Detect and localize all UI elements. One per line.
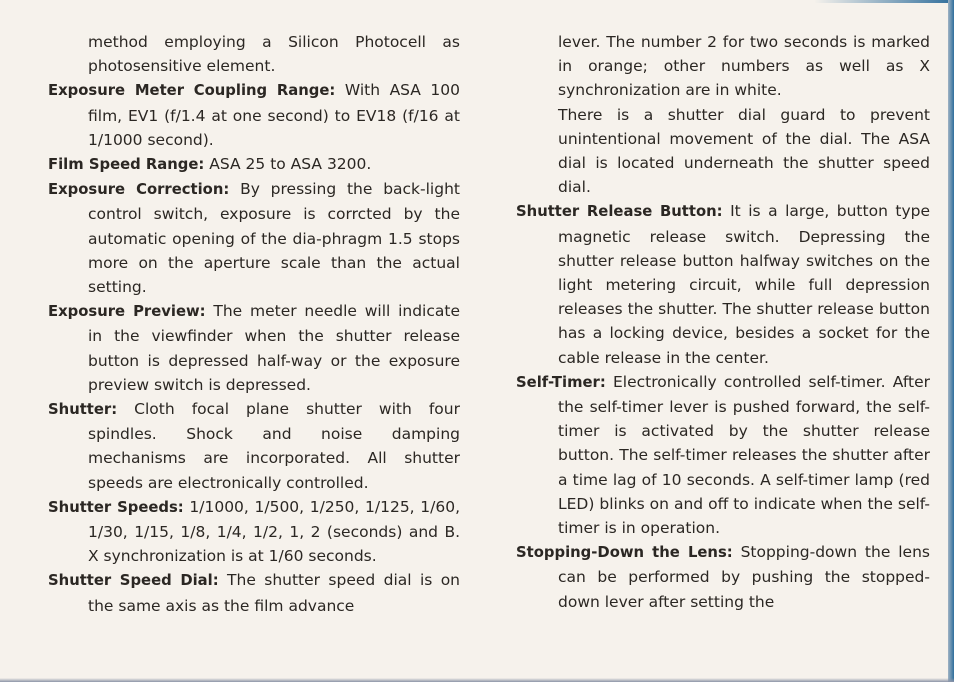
spec-exposure-meter-coupling-range xyxy=(48,78,460,152)
spec-label: Exposure Correction: xyxy=(48,181,230,199)
spec-label: Stopping-Down the Lens: xyxy=(516,544,733,562)
right-column xyxy=(516,30,930,614)
spec-shutter-release-button xyxy=(516,199,930,369)
intro-paragraph: method employing a Silicon Photocell as photosensitive element. xyxy=(88,33,460,76)
spec-film-speed-range xyxy=(48,152,460,177)
continuation-paragraph: lever. The number 2 for two seconds is marked in orange; other numbers as well as X synchronization are in white. xyxy=(558,33,930,100)
spec-text: 1/1000, 1/500, 1/250, 1/125, 1/60, 1/30, 1/15, 1/8, 1/4, 1/2, 1, 2 (seconds) and B. X synchronization is at 1/60 seconds. xyxy=(88,497,460,566)
spec-label: Exposure Meter Coupling Range: xyxy=(48,82,336,100)
spec-exposure-preview xyxy=(48,299,460,397)
spec-self-timer xyxy=(516,370,930,540)
spec-text: ASA 25 to ASA 3200. xyxy=(209,155,372,174)
continuation-paragraph: There is a shutter dial guard to prevent unintentional movement of the dial. The ASA dial is located underneath the shutter speed dial. xyxy=(558,105,930,197)
spec-text: Cloth focal plane shutter with four spindles. Shock and noise damping mechanisms are incorporated. All shutter speeds are electronically controlled. xyxy=(88,400,460,492)
spec-shutter xyxy=(48,397,460,495)
spec-text: It is a large, button type magnetic release switch. Depressing the shutter release button halfway switches on the light metering circuit, while full depression releases the shutter. The shutter release button has a locking device, besides a socket for the cable release in the center. xyxy=(558,202,931,367)
spec-text: By pressing the back-light control switch, exposure is corrcted by the automatic opening of the dia-phragm 1.5 stops more on the aperture scale than the actual setting. xyxy=(88,180,460,297)
spec-shutter-speeds xyxy=(48,495,460,569)
spec-text: Stopping-down the lens can be performed by pushing the stopped-down lever after setting the xyxy=(558,543,930,611)
spec-label: Shutter: xyxy=(48,401,118,419)
spec-exposure-correction xyxy=(48,177,460,299)
spec-label: Exposure Preview: xyxy=(48,303,206,321)
left-column xyxy=(48,30,460,618)
spec-label: Film Speed Range: xyxy=(48,156,205,174)
spec-label: Shutter Speed Dial: xyxy=(48,572,219,590)
spec-text: Electronically controlled self-timer. After the self-timer lever is pushed forward, the self-timer is activated by the shutter release button. The self-timer releases the shutter after a time lag of 10 seconds. A self-timer lamp (red LED) blinks on and off to indicate when the self-timer is in operation. xyxy=(558,372,930,538)
spec-text: The shutter speed dial is on the same axis as the film advance xyxy=(88,571,461,615)
spec-label: Self-Timer: xyxy=(516,373,606,391)
spec-label: Shutter Speeds: xyxy=(48,498,184,516)
page-edge-right xyxy=(948,0,954,682)
spec-text: With ASA 100 film, EV1 (f/1.4 at one second) to EV18 (f/16 at 1/1000 second). xyxy=(88,81,460,149)
spec-stopping-down-the-lens xyxy=(516,540,930,614)
spec-label: Shutter Release Button: xyxy=(516,203,723,221)
spec-shutter-speed-dial xyxy=(48,568,460,617)
spec-text: The meter needle will indicate in the viewfinder when the shutter release button is depressed half-way or the exposure preview switch is depressed. xyxy=(88,302,460,394)
page-edge-top xyxy=(814,0,954,3)
page-edge-bottom xyxy=(0,678,954,682)
